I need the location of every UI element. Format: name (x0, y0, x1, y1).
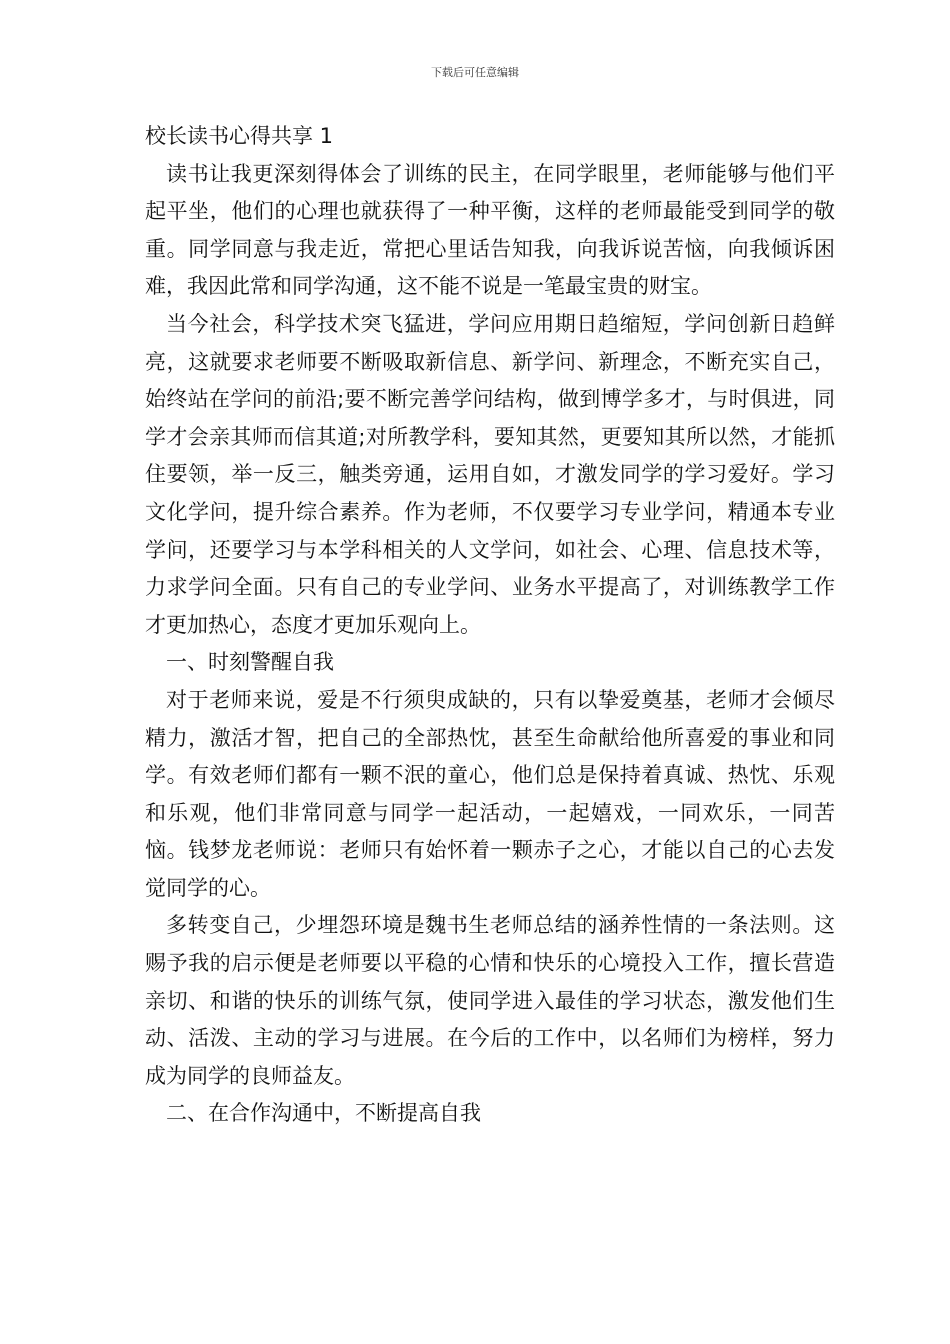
paragraph: 对于老师来说，爱是不行须臾成缺的，只有以挚爱奠基，老师才会倾尽精力，激活才智，把自己的全部热忱，甚至生命献给他所喜爱的事业和同学。有效老师们都有一颗不泯的童心，他们总是保持着真诚、热忱、乐观和乐观，他们非常同意与同学一起活动，一起嬉戏，一同欢乐，一同苦恼。钱梦龙老师说：老师只有始怀着一颗赤子之心，才能以自己的心去发觉同学的心。 (145, 687, 835, 900)
document-body (145, 118, 835, 1133)
paragraph: 当今社会，科学技术突飞猛进，学问应用期日趋缩短，学问创新日趋鲜亮，这就要求老师要不断吸取新信息、新学问、新理念，不断充实自己，始终站在学问的前沿;要不断完善学问结构，做到博学多才，与时俱进，同学才会亲其师而信其道;对所教学科，要知其然，更要知其所以然，才能抓住要领，举一反三，触类旁通，运用自如，才激发同学的学习爱好。学习文化学问，提升综合素养。作为老师，不仅要学习专业学问，精通本专业学问，还要学习与本学科相关的人文学问，如社会、心理、信息技术等，力求学问全面。只有自己的专业学问、业务水平提高了，对训练教学工作才更加热心，态度才更加乐观向上。 (145, 311, 835, 637)
document-title: 校长读书心得共享 1 (145, 124, 334, 148)
paragraph: 多转变自己，少埋怨环境是魏书生老师总结的涵养性情的一条法则。这赐予我的启示便是老师要以平稳的心情和快乐的心境投入工作，擅长营造亲切、和谐的快乐的训练气氛，使同学进入最佳的学习状态，激发他们生动、活泼、主动的学习与进展。在今后的工作中，以名师们为榜样，努力成为同学的良师益友。 (145, 913, 835, 1088)
section-heading-1: 一、时刻警醒自我 (166, 650, 334, 675)
header-note: 下载后可任意编辑 (431, 66, 519, 79)
section-heading-2: 二、在合作沟通中，不断提高自我 (166, 1101, 481, 1126)
paragraph: 读书让我更深刻得体会了训练的民主，在同学眼里，老师能够与他们平起平坐，他们的心理也就获得了一种平衡，这样的老师最能受到同学的敬重。同学同意与我走近，常把心里话告知我，向我诉说苦恼，向我倾诉困难，我因此常和同学沟通，这不能不说是一笔最宝贵的财宝。 (145, 161, 835, 299)
